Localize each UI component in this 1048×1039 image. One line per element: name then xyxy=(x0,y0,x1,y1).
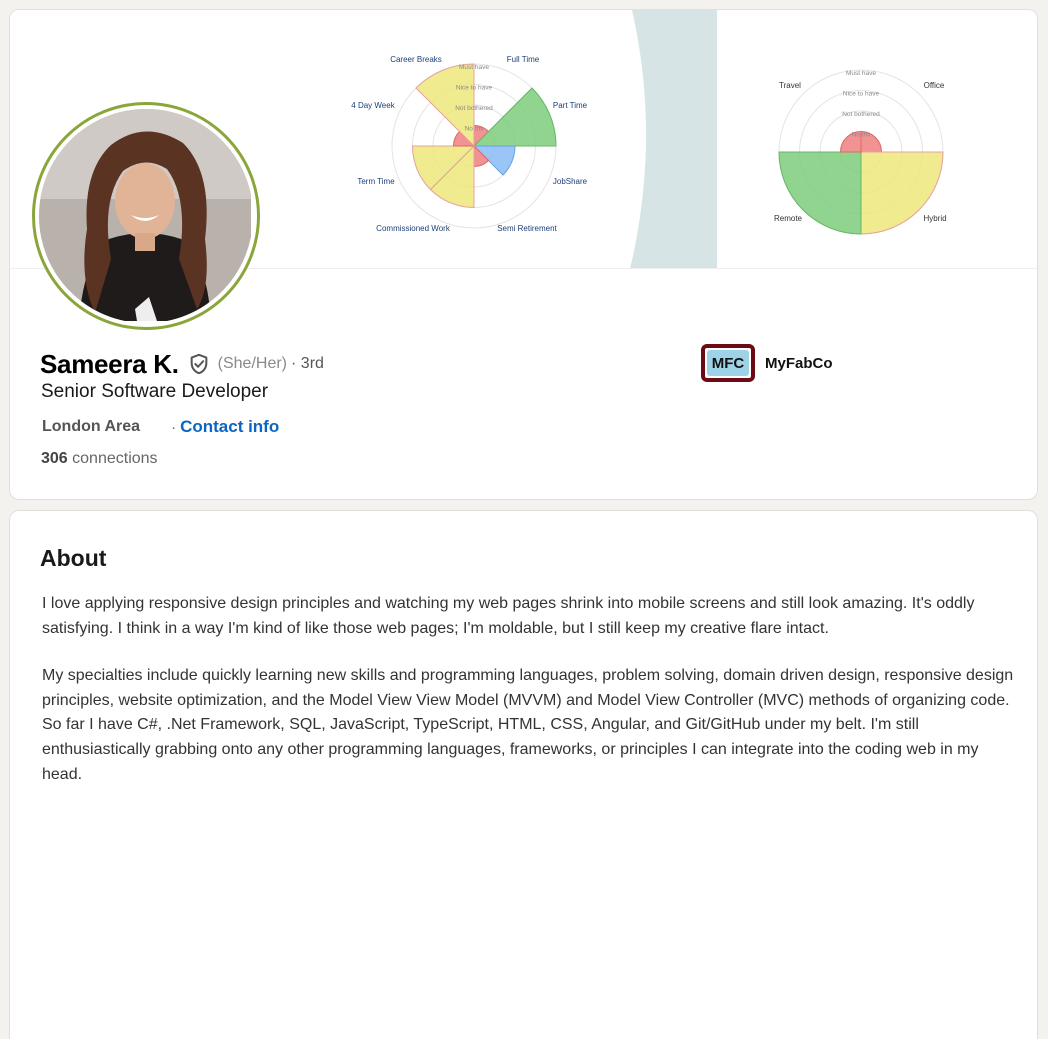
current-company[interactable] xyxy=(701,344,833,382)
polar-ring-label: No thx xyxy=(851,131,871,139)
polar-category-label-commissioned-work: Commissioned Work xyxy=(376,224,450,233)
shield-check-icon[interactable] xyxy=(188,353,210,375)
name-row xyxy=(40,348,324,380)
profile-card xyxy=(9,9,1038,500)
company-logo-text: MFC xyxy=(707,350,749,376)
polar-category-label-semi-retirement: Semi Retirement xyxy=(497,224,557,233)
polar-ring-label: Must have xyxy=(459,64,489,71)
polar-category-label-4-day-week: 4 Day Week xyxy=(351,101,395,110)
connections-count[interactable] xyxy=(41,450,158,468)
polar-category-label-jobshare: JobShare xyxy=(552,177,588,186)
work-pattern-polar-chart xyxy=(351,55,587,233)
contact-info-link[interactable]: Contact info xyxy=(180,417,280,436)
connection-degree: · 3rd xyxy=(291,355,324,372)
polar-category-label-office: Office xyxy=(923,81,945,90)
polar-category-label-part-time: Part Time xyxy=(552,101,588,110)
about-card xyxy=(9,510,1038,1039)
work-location-polar-chart xyxy=(774,70,947,234)
polar-ring-label: Nice to have xyxy=(455,84,493,92)
polar-segment-part-time xyxy=(474,88,556,146)
company-name: MyFabCo xyxy=(765,354,833,372)
polar-category-label-remote: Remote xyxy=(773,214,803,223)
polar-category-label-full-time: Full Time xyxy=(506,55,540,64)
about-text xyxy=(42,592,1017,810)
profile-headline: Senior Software Developer xyxy=(41,381,269,402)
connections-number: 306 xyxy=(41,450,68,467)
banner-divider-line xyxy=(717,10,719,269)
connections-label: connections xyxy=(72,450,158,467)
avatar-photo xyxy=(39,109,253,323)
polar-ring-label: Nice to have xyxy=(842,90,880,98)
polar-category-label-career-breaks: Career Breaks xyxy=(390,55,442,64)
polar-category-label-hybrid: Hybrid xyxy=(923,214,947,223)
banner-divider-shape xyxy=(630,10,719,269)
pronouns: (She/Her) xyxy=(217,355,288,372)
profile-name: Sameera K. xyxy=(40,348,179,379)
company-logo xyxy=(701,344,755,382)
polar-ring-label: No thx xyxy=(464,125,484,133)
polar-category-label-travel: Travel xyxy=(779,81,801,90)
about-paragraph: My specialties include quickly learning new skills and programming languages, problem solving, domain driven design, responsive design principles, website optimization, and the Model View View Model (MVVM) and Model View Controller (MVC) methods of organizing code. So far I have C#, .Net Framework, SQL, JavaScript, TypeScript, HTML, CSS, Angular, and Git/GitHub under my belt. I'm still enthusiastically grabbing onto any other programming languages, frameworks, or principles I can integrate into the coding web in my head. xyxy=(42,667,1014,783)
separator-dot: · xyxy=(171,418,177,436)
polar-ring-label: Must have xyxy=(846,70,876,77)
profile-avatar[interactable] xyxy=(32,102,260,330)
polar-ring-label: Not bothered xyxy=(842,111,880,118)
about-paragraph: I love applying responsive design principles and watching my web pages shrink into mobile screens and still look amazing. It's oddly satisfying. I think in a way I'm kind of like those web pages; I'm moldable, but I still keep my creative flare intact. xyxy=(42,595,975,637)
about-title: About xyxy=(40,545,107,571)
profile-location: London Area xyxy=(42,418,141,435)
polar-ring-label: Not bothered xyxy=(455,105,493,112)
location-row xyxy=(42,415,279,439)
polar-category-label-term-time: Term Time xyxy=(357,177,395,186)
